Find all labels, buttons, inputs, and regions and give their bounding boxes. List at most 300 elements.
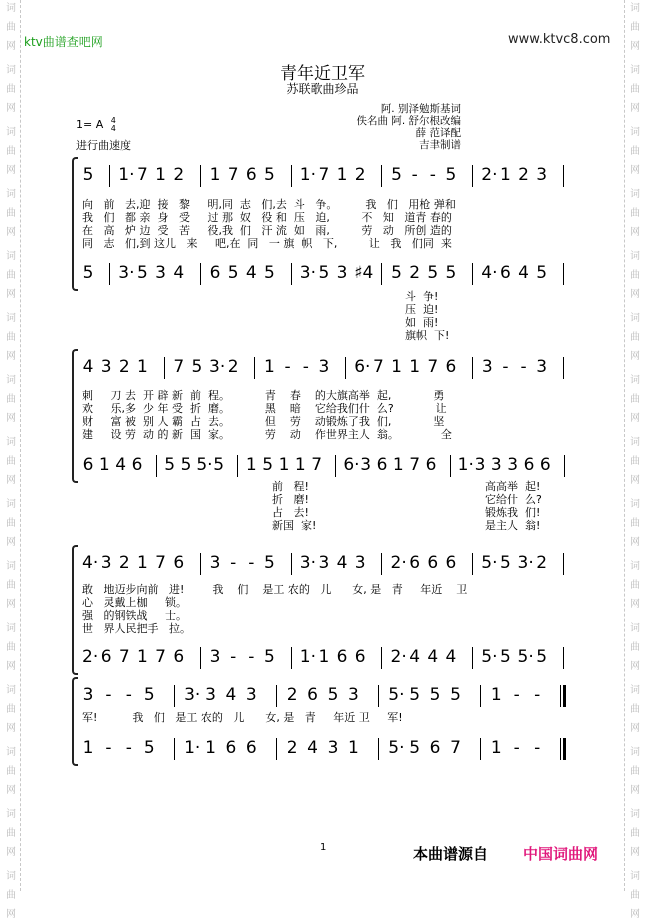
note: 1	[155, 165, 166, 185]
barline	[200, 263, 201, 285]
note: 6	[376, 455, 388, 475]
note: 7	[155, 647, 166, 667]
note: 1	[264, 357, 275, 377]
right-margin-line	[624, 0, 625, 891]
echo-lyric: 旗帜 下!	[405, 329, 450, 342]
site-name[interactable]: ktv曲谱查吧网	[24, 35, 103, 49]
note: 1	[209, 165, 221, 185]
barline	[291, 263, 292, 285]
watermark-char: 词	[6, 437, 16, 448]
watermark-char: 曲	[630, 146, 640, 157]
watermark-char: 曲	[6, 828, 16, 839]
sustain-dash: -	[248, 647, 255, 667]
note: 1	[245, 455, 257, 475]
sustain-dash: -	[248, 553, 255, 573]
harmony-notes	[82, 455, 572, 479]
watermark-char: 曲	[6, 580, 16, 591]
note: 5	[264, 165, 275, 185]
barline	[254, 357, 255, 379]
watermark-char: 词	[6, 747, 16, 758]
note: 2·	[481, 165, 498, 185]
right-watermark	[628, 0, 642, 920]
note: 6	[245, 738, 257, 758]
barline	[291, 553, 292, 575]
watermark-char: 网	[630, 103, 640, 114]
harmony-notes	[82, 263, 572, 287]
note: 7	[409, 455, 421, 475]
watermark-char: 词	[630, 685, 640, 696]
note: 3	[536, 165, 548, 185]
note: 3·	[118, 263, 135, 283]
note: 7	[450, 738, 461, 758]
watermark-char: 词	[6, 499, 16, 510]
watermark-char: 词	[630, 871, 640, 882]
note: 4	[307, 738, 318, 758]
system-bracket	[72, 677, 78, 766]
note: 4	[336, 553, 348, 573]
watermark-char: 曲	[6, 146, 16, 157]
watermark-char: 词	[6, 127, 16, 138]
note: 7	[318, 165, 330, 185]
note: 6	[245, 165, 257, 185]
watermark-char: 网	[6, 165, 16, 176]
watermark-char: 网	[630, 785, 640, 796]
watermark-char: 词	[630, 561, 640, 572]
melody-notes	[82, 685, 572, 709]
note: 5	[82, 263, 94, 283]
watermark-char: 词	[630, 623, 640, 634]
barline	[237, 455, 238, 477]
credit-lyricist: 阿. 别泽勉斯基词	[380, 103, 461, 115]
lyric-line: 刺 刀 去 开 辟 新 前 程。 青 春 的大旗高举 起, 勇	[82, 389, 445, 402]
note: 5·	[196, 455, 213, 475]
watermark-char: 网	[6, 227, 16, 238]
harmony-notes	[82, 738, 572, 762]
watermark-char: 曲	[6, 270, 16, 281]
watermark-char: 网	[630, 537, 640, 548]
note: ♯4	[354, 263, 374, 283]
lyric-line: 财 富 被 别 人 霸 占 去。 但 劳 动锻炼了我 们, 坚	[82, 415, 445, 428]
note: 2·	[390, 647, 407, 667]
watermark-char: 网	[630, 909, 640, 920]
note: 1	[205, 738, 216, 758]
watermark-char: 词	[6, 65, 16, 76]
watermark-char: 词	[630, 65, 640, 76]
sustain-dash: -	[411, 165, 418, 185]
note: 1·	[299, 165, 316, 185]
watermark-char: 曲	[630, 518, 640, 529]
watermark-char: 词	[630, 437, 640, 448]
note: 1·	[457, 455, 474, 475]
left-margin-line	[20, 0, 21, 891]
lyric-line: 我 们 都 亲 身 受 过 那 奴 役 和 压 迫, 不 知 道青 春的	[82, 211, 452, 224]
note: 6	[429, 738, 441, 758]
barline	[291, 165, 292, 187]
barline	[563, 647, 564, 669]
sustain-dash: -	[125, 738, 132, 758]
watermark-char: 词	[630, 251, 640, 262]
watermark-char: 词	[630, 747, 640, 758]
echo-lyric: 斗 争!	[405, 290, 439, 303]
barline	[381, 263, 382, 285]
note: 2	[409, 263, 421, 283]
watermark-char: 网	[6, 909, 16, 920]
barline	[563, 165, 564, 187]
watermark-char: 曲	[6, 332, 16, 343]
watermark-char: 网	[6, 723, 16, 734]
watermark-char: 曲	[630, 828, 640, 839]
note: 6	[336, 647, 348, 667]
watermark-char: 词	[6, 375, 16, 386]
watermark-char: 词	[630, 375, 640, 386]
barline	[200, 553, 201, 575]
watermark-char: 曲	[6, 704, 16, 715]
watermark-char: 网	[630, 413, 640, 424]
note: 6	[173, 553, 185, 573]
note: 7	[372, 357, 384, 377]
note: 6	[445, 553, 457, 573]
note: 5·	[517, 647, 534, 667]
watermark-char: 词	[630, 499, 640, 510]
lyric-line: 建 设 劳 动 的 新 国 家。 劳 动 作世界主人 翁。 全	[82, 428, 452, 441]
sustain-dash: -	[520, 357, 527, 377]
note: 2	[227, 357, 239, 377]
note: 1	[82, 738, 94, 758]
note: 1	[347, 738, 359, 758]
watermark-char: 词	[630, 127, 640, 138]
note: 1	[392, 455, 404, 475]
watermark-char: 曲	[6, 22, 16, 33]
watermark-char: 网	[630, 847, 640, 858]
note: 7	[155, 553, 166, 573]
note: 3	[209, 553, 221, 573]
note: 7	[118, 647, 130, 667]
system-bracket	[72, 349, 78, 483]
barline	[276, 685, 277, 707]
note: 3·	[299, 263, 316, 283]
sustain-dash: -	[105, 685, 112, 705]
watermark-char: 词	[630, 809, 640, 820]
note: 3	[100, 357, 112, 377]
watermark-char: 曲	[6, 642, 16, 653]
note: 6	[409, 553, 421, 573]
site-url[interactable]: www.ktvc8.com	[508, 32, 611, 47]
song-subtitle: 苏联歌曲珍品	[286, 82, 359, 96]
watermark-char: 网	[6, 661, 16, 672]
note: 5	[391, 263, 402, 283]
barline	[156, 455, 157, 477]
note: 5·	[388, 685, 405, 705]
note: 6	[354, 647, 366, 667]
note: 4	[445, 647, 457, 667]
note: 5	[536, 263, 548, 283]
watermark-char: 曲	[6, 518, 16, 529]
echo-lyric: 它给什 么?	[485, 493, 542, 506]
barline	[200, 165, 201, 187]
note: 1	[499, 165, 511, 185]
note: 3·	[517, 553, 534, 573]
barline	[563, 357, 564, 379]
system-bracket	[72, 545, 78, 675]
note: 6	[131, 455, 143, 475]
note: 3·	[184, 685, 201, 705]
echo-lyric: 折 磨!	[272, 493, 309, 506]
note: 5	[143, 685, 155, 705]
note: 6·	[354, 357, 371, 377]
watermark-char: 词	[630, 189, 640, 200]
barline	[200, 647, 201, 669]
watermark-char: 曲	[630, 766, 640, 777]
barline	[164, 357, 165, 379]
note: 5	[318, 263, 330, 283]
note: 5	[264, 553, 275, 573]
note: 6	[499, 263, 511, 283]
watermark-char: 曲	[630, 704, 640, 715]
watermark-char: 曲	[630, 456, 640, 467]
note: 7	[227, 165, 239, 185]
barline	[381, 165, 382, 187]
note: 5	[213, 455, 225, 475]
note: 4	[409, 647, 421, 667]
sustain-dash: -	[230, 553, 237, 573]
barline	[564, 455, 565, 477]
note: 5	[191, 357, 203, 377]
watermark-char: 曲	[6, 394, 16, 405]
watermark-char: 曲	[630, 208, 640, 219]
watermark-char: 曲	[630, 580, 640, 591]
source-site-link[interactable]: 中国词曲网	[523, 845, 599, 863]
note: 1·	[299, 647, 316, 667]
barline	[345, 357, 346, 379]
barline	[109, 165, 110, 187]
note: 6	[425, 455, 437, 475]
watermark-char: 网	[630, 227, 640, 238]
watermark-char: 词	[630, 3, 640, 14]
note: 2	[118, 357, 130, 377]
note: 7	[427, 357, 439, 377]
note: 2·	[390, 553, 407, 573]
note: 6	[225, 738, 237, 758]
note: 6	[445, 357, 457, 377]
note: 1	[137, 647, 148, 667]
note: 2	[518, 165, 529, 185]
barline	[472, 263, 473, 285]
watermark-char: 网	[6, 41, 16, 52]
watermark-char: 曲	[630, 332, 640, 343]
note: 4	[173, 263, 185, 283]
sustain-dash: -	[105, 738, 112, 758]
watermark-char: 网	[630, 661, 640, 672]
note: 3	[82, 685, 94, 705]
note: 5	[143, 738, 155, 758]
note: 5	[262, 455, 274, 475]
note: 3	[205, 685, 216, 705]
echo-lyric: 锻炼我 们!	[485, 506, 541, 519]
note: 5	[391, 165, 402, 185]
echo-lyric: 占 去!	[272, 506, 309, 519]
note: 5	[499, 553, 511, 573]
time-sig-bottom: 4	[110, 124, 116, 133]
note: 5	[227, 263, 239, 283]
watermark-char: 词	[6, 251, 16, 262]
note: 1·	[118, 165, 135, 185]
note: 1·	[184, 738, 201, 758]
note: 5	[445, 165, 457, 185]
watermark-char: 网	[630, 351, 640, 362]
note: 3	[245, 685, 257, 705]
watermark-char: 曲	[6, 208, 16, 219]
watermark-char: 网	[6, 413, 16, 424]
note: 2	[286, 685, 298, 705]
sustain-dash: -	[429, 165, 436, 185]
watermark-char: 词	[6, 685, 16, 696]
watermark-char: 网	[630, 41, 640, 52]
note: 6	[427, 553, 439, 573]
echo-lyric: 新国 家!	[272, 519, 317, 532]
note: 6	[82, 455, 94, 475]
watermark-char: 曲	[630, 22, 640, 33]
sustain-dash: -	[502, 357, 509, 377]
note: 4	[82, 357, 94, 377]
system-bracket	[72, 157, 78, 291]
note: 4	[115, 455, 127, 475]
watermark-char: 网	[6, 537, 16, 548]
watermark-char: 网	[630, 165, 640, 176]
note: 5	[427, 263, 439, 283]
page-number: 1	[320, 842, 327, 853]
note: 3	[327, 738, 339, 758]
note: 2·	[82, 647, 99, 667]
note: 3	[318, 357, 330, 377]
watermark-char: 曲	[630, 890, 640, 901]
echo-lyric: 前 程!	[272, 480, 309, 493]
note: 3	[209, 647, 221, 667]
left-watermark	[4, 0, 18, 920]
note: 7	[137, 165, 148, 185]
lyric-line: 世 界人民把手 拉。	[82, 622, 191, 635]
note: 1	[278, 455, 290, 475]
watermark-char: 曲	[6, 84, 16, 95]
sustain-dash: -	[230, 647, 237, 667]
sustain-dash: -	[284, 357, 291, 377]
note: 3	[481, 357, 493, 377]
watermark-char: 网	[630, 289, 640, 300]
barline	[563, 263, 564, 285]
note: 2	[354, 165, 366, 185]
note: 3	[336, 263, 348, 283]
note: 6	[173, 647, 185, 667]
watermark-char: 曲	[630, 642, 640, 653]
watermark-char: 网	[6, 599, 16, 610]
barline	[450, 455, 451, 477]
note: 3·	[299, 553, 316, 573]
note: 2	[118, 553, 130, 573]
note: 6	[100, 647, 112, 667]
watermark-char: 网	[6, 351, 16, 362]
lyric-line: 心 灵戴上枷 锁。	[82, 596, 187, 609]
lyric-line: 欢 乐,多 少 年 受 折 磨。 黑 暗 它给我们什 么? 让	[82, 402, 447, 415]
note: 5	[264, 263, 275, 283]
lyric-line: 向 前 去,迎 接 黎 明,同 志 们,去 斗 争。 我 们 用枪 弹和	[82, 198, 456, 211]
note: 3	[318, 553, 330, 573]
barline	[378, 685, 379, 707]
note: 5	[164, 455, 176, 475]
note: 4	[245, 263, 257, 283]
watermark-char: 曲	[6, 456, 16, 467]
note: 2	[536, 553, 548, 573]
watermark-char: 网	[6, 289, 16, 300]
watermark-char: 网	[6, 847, 16, 858]
note: 6	[539, 455, 551, 475]
note: 5	[499, 647, 511, 667]
note: 6	[209, 263, 221, 283]
watermark-char: 曲	[6, 890, 16, 901]
watermark-char: 曲	[630, 394, 640, 405]
watermark-char: 词	[6, 3, 16, 14]
credit-composer: 佚名曲 阿. 舒尔根改编	[356, 115, 461, 127]
lyric-line: 军! 我 们 是工 农的 儿 女, 是 青 年近 卫 军!	[82, 711, 403, 724]
sustain-dash: -	[513, 738, 520, 758]
watermark-char: 曲	[630, 84, 640, 95]
melody-notes	[82, 553, 572, 577]
lyric-line: 强 的钢铁战 士。	[82, 609, 187, 622]
note: 5	[429, 685, 441, 705]
harmony-notes	[82, 647, 572, 671]
note: 1	[294, 455, 306, 475]
note: 3	[536, 357, 548, 377]
sustain-dash: -	[302, 357, 309, 377]
note: 1	[318, 647, 330, 667]
note: 1	[336, 165, 348, 185]
barline	[563, 553, 564, 575]
note: 1	[137, 553, 148, 573]
note: 7	[311, 455, 323, 475]
lyric-line: 在 高 炉 边 受 苦 役,我 们 汗 流 如 雨, 劳 动 所创 造的	[82, 224, 452, 237]
note: 4·	[82, 553, 99, 573]
source-label: 本曲谱源自	[413, 845, 489, 863]
note: 2	[173, 165, 185, 185]
barline	[109, 263, 110, 285]
sustain-dash: -	[534, 685, 541, 705]
note: 6·	[343, 455, 360, 475]
note: 1	[391, 357, 402, 377]
credit-translator: 薛 范译配	[415, 127, 461, 139]
watermark-char: 词	[6, 561, 16, 572]
time-sig-top: 4	[110, 116, 116, 125]
watermark-char: 曲	[6, 766, 16, 777]
note: 1	[490, 685, 502, 705]
barline	[174, 685, 175, 707]
barline	[378, 738, 379, 760]
lyric-line: 敢 地迈步向前 进! 我 们 是工 农的 儿 女, 是 青 年近 卫	[82, 583, 468, 596]
note: 6	[523, 455, 535, 475]
key-label: 1= A	[76, 118, 104, 131]
watermark-char: 网	[630, 475, 640, 486]
sustain-dash: -	[513, 685, 520, 705]
barline	[472, 647, 473, 669]
barline	[291, 647, 292, 669]
time-signature	[111, 117, 116, 133]
song-title: 青年近卫军	[280, 64, 365, 84]
note: 5	[445, 263, 457, 283]
barline	[381, 553, 382, 575]
watermark-char: 网	[630, 723, 640, 734]
note: 4	[427, 647, 439, 667]
note: 6	[307, 685, 318, 705]
note: 1	[409, 357, 421, 377]
key-signature	[76, 117, 116, 133]
note: 7	[173, 357, 185, 377]
